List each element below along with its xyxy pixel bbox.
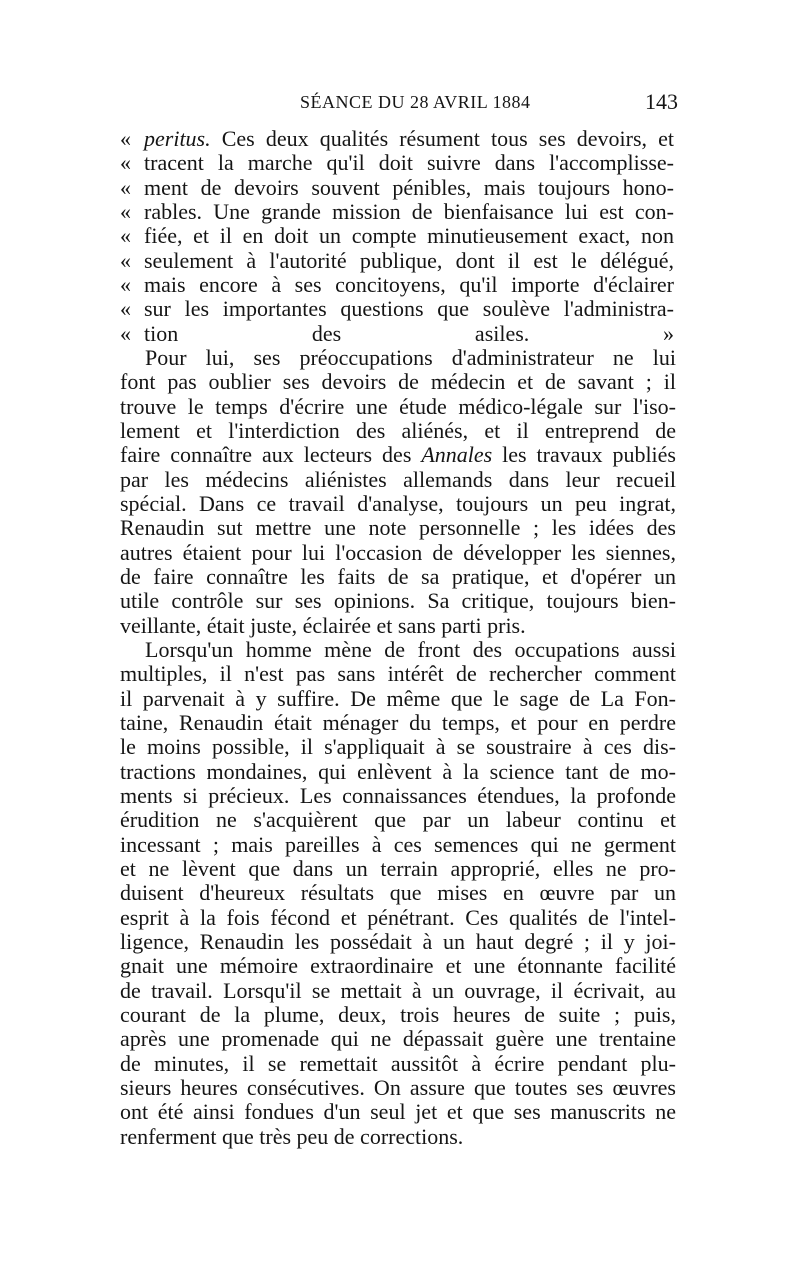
quote-mark: « (120, 296, 131, 322)
quote-mark: « (120, 271, 131, 297)
quote-mark: « (120, 320, 131, 346)
text-line: utile contrôle sur ses opinions. Sa critique, toujours bien- (120, 588, 676, 614)
italic-word: Annales (421, 442, 493, 468)
running-head (120, 90, 680, 120)
quote-text: ment de devoirs souvent pénibles, mais toujours hono- (144, 174, 674, 200)
quote-mark: « (120, 126, 131, 151)
text-line: incessant ; mais pareilles à ces semences qui ne germent (120, 831, 676, 857)
quoted-text-line (120, 127, 674, 151)
quote-mark: « (120, 174, 131, 200)
text-line: multiples, il n'est pas sans intérêt de rechercher comment (120, 661, 676, 687)
text-line: trouve le temps d'écrire une étude médico-légale sur l'iso- (120, 393, 676, 419)
text-line: après une promenade qui ne dépassait guère une trentaine (120, 1026, 676, 1052)
quoted-text-line (120, 249, 674, 273)
quote-text: fiée, et il en doit un compte minutieusement exact, non (144, 223, 674, 249)
text-line: Renaudin sut mettre une note personnelle ; les idées des (120, 515, 676, 541)
text-line: le moins possible, il s'appliquait à se soustraire à ces dis- (120, 734, 676, 760)
quote-text: seulement à l'autorité publique, dont il est le délégué, (144, 247, 674, 273)
text-line: tractions mondaines, qui enlèvent à la science tant de mo- (120, 758, 676, 784)
text-segment: les travaux publiés (492, 442, 676, 468)
quoted-text-line (120, 176, 674, 200)
quote-text (144, 127, 674, 151)
text-line: taine, Renaudin était ménager du temps, et pour en perdre (120, 709, 676, 735)
text-line: gnait une mémoire extraordinaire et une étonnante facilité (120, 953, 676, 979)
text-line: par les médecins aliénistes allemands dans leur recueil (120, 466, 676, 492)
text-segment: Ces deux qualités résument tous ses devoirs, et (210, 126, 674, 151)
running-title: SÉANCE DU 28 AVRIL 1884 (300, 92, 531, 112)
text-line: esprit à la fois fécond et pénétrant. Ces qualités de l'intel- (120, 904, 676, 930)
text-line: veillante, était juste, éclairée et sans parti pris. (120, 612, 526, 638)
quote-mark: « (120, 198, 131, 224)
quoted-text-line (120, 322, 674, 346)
text-line: autres étaient pour lui l'occasion de développer les siennes, (120, 539, 676, 565)
text-line: font pas oublier ses devoirs de médecin et de savant ; il (120, 369, 676, 395)
quote-text: rables. Une grande mission de bienfaisance lui est con- (144, 198, 674, 224)
text-line: renferment que très peu de corrections. (120, 1123, 464, 1149)
quoted-text-line (120, 224, 674, 248)
quote-mark: « (120, 150, 131, 176)
quote-text: tracent la marche qu'il doit suivre dans l'accomplisse- (144, 150, 674, 176)
quote-text: tion des asiles. » (144, 320, 674, 346)
quoted-text-line (120, 200, 674, 224)
italic-word: peritus. (144, 126, 211, 151)
text-line: duisent d'heureux résultats que mises en œuvre par un (120, 880, 676, 906)
text-line: courant de la plume, deux, trois heures de suite ; puis, (120, 1001, 676, 1027)
text-line: de faire connaître les faits de sa pratique, et d'opérer un (120, 563, 676, 589)
text-line: il parvenait à y suffire. De même que le sage de La Fon- (120, 685, 676, 711)
text-segment: faire connaître aux lecteurs des (120, 442, 422, 468)
text-line: lement et l'interdiction des aliénés, et il entreprend de (120, 417, 676, 443)
text-line: ligence, Renaudin les possédait à un haut degré ; il y joi- (120, 928, 676, 954)
text-line: ont été ainsi fondues d'un seul jet et que ses manuscrits ne (120, 1099, 676, 1125)
text-line: et ne lèvent que dans un terrain approprié, elles ne pro- (120, 855, 676, 881)
quote-text: mais encore à ses concitoyens, qu'il importe d'éclairer (144, 271, 674, 297)
quoted-text-line (120, 297, 674, 321)
text-line: érudition ne s'acquièrent que par un labeur continu et (120, 807, 676, 833)
quote-mark: « (120, 223, 131, 249)
text-line: de travail. Lorsqu'il se mettait à un ouvrage, il écrivait, au (120, 977, 676, 1003)
page-number: 143 (645, 89, 678, 114)
text-line: Pour lui, ses préoccupations d'administrateur ne lui (145, 344, 676, 370)
quoted-text-line (120, 151, 674, 175)
text-line: spécial. Dans ce travail d'analyse, toujours un peu ingrat, (120, 490, 676, 516)
quote-text: sur les importantes questions que soulève l'administra- (144, 296, 674, 322)
text-line: Lorsqu'un homme mène de front des occupations aussi (145, 636, 676, 662)
text-line: sieurs heures consécutives. On assure que toutes ses œuvres (120, 1074, 676, 1100)
text-line (120, 443, 676, 467)
text-line: ments si précieux. Les connaissances étendues, la profonde (120, 782, 676, 808)
quoted-text-line (120, 273, 674, 297)
text-line: de minutes, il se remettait aussitôt à écrire pendant plu- (120, 1050, 676, 1076)
quote-mark: « (120, 247, 131, 273)
